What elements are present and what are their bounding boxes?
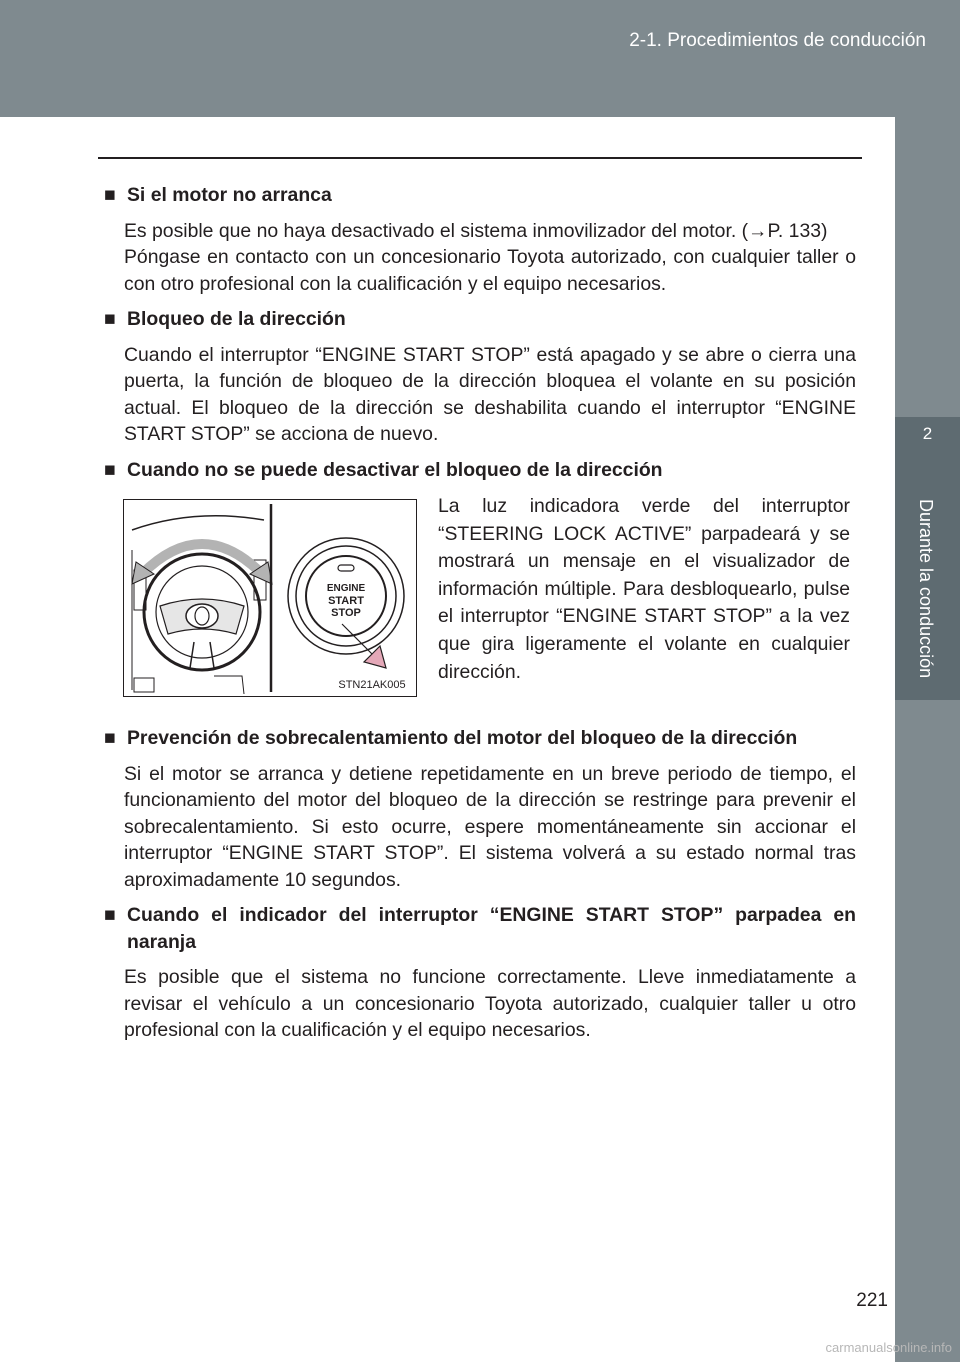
figure-code: STN21AK005 <box>338 679 406 691</box>
button-label-line: START <box>328 595 364 607</box>
button-label-line: ENGINE <box>326 583 366 594</box>
button-label-line: STOP <box>331 607 361 619</box>
chapter-title: 2-1. Procedimientos de conducción <box>629 30 926 51</box>
paragraph: Cuando el interruptor “ENGINE START STOP” está apagado y se abre o cierra una puerta, la función de bloqueo de la dirección bloquea el volante en su posición actual. El bloqueo de la dirección se deshabilita cuando el interruptor “ENGINE START STOP” se acciona de nuevo. <box>124 343 856 445</box>
square-bullet-icon: ■ <box>104 458 116 481</box>
header-bar <box>0 0 960 117</box>
side-tab <box>895 117 960 1362</box>
side-tab-number: 2 <box>922 424 933 443</box>
square-bullet-icon: ■ <box>104 184 116 206</box>
paragraph: Si el motor se arranca y detiene repetidamente en un breve periodo de tiempo, el funcionamiento del motor del bloqueo de la dirección se restringe para prevenir el sobrecalentamiento. Si esto ocurre, espere momentáneamente sin accionar el interruptor “ENGINE START STOP”. El sistema volverá a su estado normal tras aproximadamente 10 segundos. <box>124 762 856 891</box>
double-arrow-icon <box>142 544 262 574</box>
section-heading <box>104 182 856 209</box>
steering-wheel-button-drawing <box>124 500 416 696</box>
figure-caption-text: La luz indicadora verde del interruptor “STEERING LOCK ACTIVE” parpadeará y se mostrará un mensaje en el visualizador de información múltiple. Para desbloquearlo, pulse el interruptor “ENGINE START STOP” a la vez que gira ligeramente el volante en cualquier dirección. <box>438 495 850 683</box>
square-bullet-icon: ■ <box>104 904 116 926</box>
heading-text: Prevención de sobrecalentamiento del motor del bloqueo de la dirección <box>127 727 798 749</box>
paragraph-line: Es posible que no haya desactivado el sistema inmovilizador del motor. (→P. 133) <box>124 219 828 242</box>
page-number: 221 <box>856 1290 888 1311</box>
paragraph-line: Póngase en contacto con un concesionario Toyota autorizado, con cualquier taller o con otro profesional con la cualificación y el equipo necesarios. <box>124 246 856 295</box>
side-tab-label: Durante la conducción <box>916 499 936 679</box>
heading-text: Cuando el indicador del interruptor “ENGINE START STOP” parpadea en naranja <box>127 904 856 953</box>
paragraph <box>124 218 856 298</box>
section-heading <box>104 457 856 484</box>
steering-lock-illustration <box>123 499 417 697</box>
section-heading <box>104 725 856 752</box>
header-rule <box>98 157 862 159</box>
heading-text: Bloqueo de la dirección <box>127 308 346 330</box>
section-heading <box>104 306 856 333</box>
section-heading <box>104 902 856 955</box>
square-bullet-icon: ■ <box>104 727 116 749</box>
main-content <box>104 182 856 1044</box>
heading-text: Si el motor no arranca <box>127 184 332 206</box>
square-bullet-icon: ■ <box>104 308 116 330</box>
heading-text: Cuando no se puede desactivar el bloqueo de la dirección <box>127 458 663 481</box>
figure-row <box>104 493 856 725</box>
paragraph: Es posible que el sistema no funcione correctamente. Lleve inmediatamente a revisar el vehículo a un concesionario Toyota autorizado, cualquier taller u otro profesional con la cualificación y el equipo necesarios. <box>124 966 856 1041</box>
watermark: carmanualsonline.info <box>825 1340 952 1355</box>
